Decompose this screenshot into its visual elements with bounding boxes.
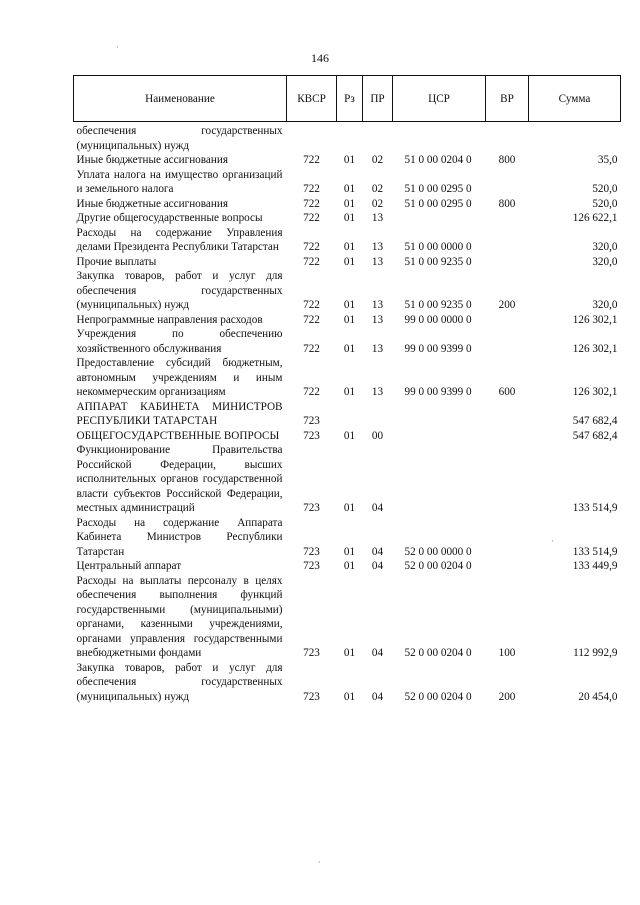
cell-kvsr: 723 xyxy=(303,690,320,703)
cell-csr: 52 0 00 0204 0 xyxy=(404,690,472,703)
budget-table xyxy=(73,75,621,704)
table-row xyxy=(74,516,621,560)
table-row xyxy=(74,313,621,328)
cell-rz: 01 xyxy=(343,212,356,224)
cell-name: обеспечения государственных (муниципальных) нужд xyxy=(76,125,283,152)
scan-speck: · xyxy=(318,858,321,867)
cell-vr xyxy=(486,400,529,429)
cell-sum: 320,0 xyxy=(592,299,618,311)
cell-vr: 800 xyxy=(498,197,516,210)
cell-pr: 02 xyxy=(371,154,384,166)
cell-vr xyxy=(486,559,529,574)
header-rz: Рз xyxy=(337,76,363,122)
cell-sum: 20 454,0 xyxy=(578,690,618,703)
page-number: 146 xyxy=(311,51,329,65)
cell-name: Расходы на содержание Управления делами Президента Республики Татарстан xyxy=(76,226,283,253)
cell-pr: 13 xyxy=(371,212,384,224)
cell-name: Иные бюджетные ассигнования xyxy=(76,197,228,210)
cell-sum: 133 449,9 xyxy=(572,560,618,572)
cell-rz: 01 xyxy=(343,255,356,268)
cell-pr: 02 xyxy=(371,197,384,210)
cell-rz: 01 xyxy=(343,154,356,166)
cell-csr: 52 0 00 0204 0 xyxy=(404,560,472,572)
cell-csr: 51 0 00 0295 0 xyxy=(404,197,472,210)
header-name: Наименование xyxy=(74,76,287,122)
table-row xyxy=(74,661,621,705)
cell-rz: 01 xyxy=(343,197,356,210)
table-row xyxy=(74,122,621,154)
cell-sum: 126 302,1 xyxy=(572,342,618,355)
header-csr: ЦСР xyxy=(393,76,486,122)
header-row xyxy=(74,76,621,122)
cell-csr: 99 0 00 9399 0 xyxy=(404,342,472,355)
cell-name: Расходы на содержание Аппарата Кабинета Министров Республики Татарстан xyxy=(76,516,283,558)
header-sum: Сумма xyxy=(529,76,621,122)
table-row xyxy=(74,255,621,270)
cell-pr: 00 xyxy=(371,429,384,442)
cell-kvsr: 722 xyxy=(303,197,320,210)
cell-pr: 13 xyxy=(371,255,384,268)
cell-kvsr xyxy=(287,122,337,154)
header-vr: ВР xyxy=(486,76,529,122)
cell-rz: 01 xyxy=(343,429,356,442)
cell-sum: 547 682,4 xyxy=(572,415,618,427)
cell-rz: 01 xyxy=(343,545,356,558)
cell-vr xyxy=(486,226,529,255)
cell-vr: 600 xyxy=(498,386,516,398)
cell-name: Уплата налога на имущество организаций и земельного налога xyxy=(76,168,283,195)
scan-speck: · xyxy=(551,537,554,546)
cell-rz: 01 xyxy=(343,342,356,355)
cell-sum: 35,0 xyxy=(597,154,618,166)
cell-rz: 01 xyxy=(343,313,356,326)
cell-csr xyxy=(393,400,486,429)
cell-vr xyxy=(486,122,529,154)
cell-sum: 547 682,4 xyxy=(572,429,618,442)
cell-pr xyxy=(363,122,393,154)
cell-kvsr: 722 xyxy=(303,299,320,311)
cell-kvsr: 723 xyxy=(303,502,320,514)
cell-pr: 04 xyxy=(371,502,384,514)
cell-pr xyxy=(363,400,393,429)
cell-kvsr: 723 xyxy=(303,545,320,558)
cell-csr: 52 0 00 0204 0 xyxy=(404,647,472,659)
cell-name: Учреждения по обеспечению хозяйственного обслуживания xyxy=(76,328,283,355)
cell-sum: 126 302,1 xyxy=(572,386,618,398)
cell-rz: 01 xyxy=(343,241,356,253)
cell-name: Другие общегосударственные вопросы xyxy=(76,212,263,224)
table-row xyxy=(74,211,621,226)
cell-vr xyxy=(486,168,529,197)
cell-name: Непрограммные направления расходов xyxy=(76,313,263,326)
cell-vr xyxy=(486,443,529,516)
cell-pr: 04 xyxy=(371,545,384,558)
cell-vr xyxy=(486,313,529,328)
table-row xyxy=(74,400,621,429)
cell-csr: 51 0 00 0000 0 xyxy=(404,241,472,253)
table-row xyxy=(74,168,621,197)
cell-vr xyxy=(486,211,529,226)
cell-vr xyxy=(486,327,529,356)
cell-csr: 51 0 00 9235 0 xyxy=(404,299,472,311)
cell-vr: 100 xyxy=(498,647,516,659)
cell-sum: 126 622,1 xyxy=(572,212,618,224)
cell-vr: 200 xyxy=(498,690,516,703)
cell-csr xyxy=(393,429,486,444)
cell-name: Расходы на выплаты персоналу в целях обеспечения выполнения функций государственными (муниципальными) органами, казенными учреждениями, органами управления государственными внебюджетными фондами xyxy=(76,574,283,659)
cell-kvsr: 723 xyxy=(303,560,320,572)
cell-sum: 320,0 xyxy=(592,255,618,268)
scan-speck: · xyxy=(116,43,119,52)
cell-kvsr: 723 xyxy=(303,415,320,427)
cell-sum: 133 514,9 xyxy=(572,502,618,514)
cell-sum: 133 514,9 xyxy=(572,545,618,558)
cell-vr xyxy=(486,255,529,270)
cell-csr xyxy=(393,122,486,154)
cell-name: Предоставление субсидий бюджетным, автономным учреждениям и иным некоммерческим организациям xyxy=(76,357,283,398)
table-row xyxy=(74,327,621,356)
cell-csr: 51 0 00 0295 0 xyxy=(404,183,472,195)
table-header xyxy=(74,76,621,122)
cell-rz xyxy=(337,122,363,154)
table-body xyxy=(74,122,621,705)
cell-kvsr: 722 xyxy=(303,154,320,166)
cell-csr: 51 0 00 0204 0 xyxy=(404,154,472,166)
cell-vr: 800 xyxy=(498,154,516,166)
cell-kvsr: 722 xyxy=(303,313,320,326)
cell-kvsr: 723 xyxy=(303,647,320,659)
cell-rz: 01 xyxy=(343,690,356,703)
cell-rz: 01 xyxy=(343,386,356,398)
table-row xyxy=(74,443,621,516)
cell-name: Иные бюджетные ассигнования xyxy=(76,154,228,166)
cell-rz: 01 xyxy=(343,299,356,311)
table-row xyxy=(74,197,621,212)
cell-kvsr: 722 xyxy=(303,255,320,268)
table-row xyxy=(74,226,621,255)
cell-sum: 320,0 xyxy=(592,241,618,253)
cell-kvsr: 722 xyxy=(303,342,320,355)
cell-sum: 126 302,1 xyxy=(572,313,618,326)
cell-sum: 112 992,9 xyxy=(573,647,618,659)
header-kvsr: КВСР xyxy=(287,76,337,122)
cell-name: Функционирование Правительства Российской Федерации, высших исполнительных органов государственной власти субъектов Российской Федерации, местных администраций xyxy=(76,444,283,514)
cell-csr: 52 0 00 0000 0 xyxy=(404,545,472,558)
cell-rz: 01 xyxy=(343,502,356,514)
header-pr: ПР xyxy=(363,76,393,122)
cell-vr xyxy=(486,516,529,560)
cell-csr xyxy=(393,443,486,516)
cell-kvsr: 722 xyxy=(303,212,320,224)
cell-name: Закупка товаров, работ и услуг для обеспечения государственных (муниципальных) нужд xyxy=(76,661,283,703)
table-row xyxy=(74,559,621,574)
cell-rz: 01 xyxy=(343,560,356,572)
cell-csr: 99 0 00 9399 0 xyxy=(404,386,472,398)
cell-name: Центральный аппарат xyxy=(76,560,182,572)
cell-pr: 13 xyxy=(371,313,384,326)
cell-kvsr: 723 xyxy=(303,429,320,442)
cell-pr: 04 xyxy=(371,560,384,572)
cell-name: Прочие выплаты xyxy=(76,255,157,268)
cell-pr: 13 xyxy=(371,386,384,398)
cell-rz: 01 xyxy=(343,647,356,659)
cell-rz: 01 xyxy=(343,183,356,195)
cell-pr: 04 xyxy=(371,647,384,659)
cell-pr: 13 xyxy=(371,342,384,355)
cell-pr: 02 xyxy=(371,183,384,195)
table-row xyxy=(74,429,621,444)
cell-name: Закупка товаров, работ и услуг для обеспечения государственных (муниципальных) нужд xyxy=(76,270,283,311)
table-row xyxy=(74,269,621,313)
cell-vr xyxy=(486,429,529,444)
cell-sum xyxy=(529,122,621,154)
cell-pr: 04 xyxy=(371,690,384,703)
table-row xyxy=(74,153,621,168)
cell-kvsr: 722 xyxy=(303,183,320,195)
cell-pr: 13 xyxy=(371,299,384,311)
cell-rz xyxy=(337,400,363,429)
table-row xyxy=(74,356,621,400)
cell-vr: 200 xyxy=(498,299,516,311)
cell-name: АППАРАТ КАБИНЕТА МИНИСТРОВ РЕСПУБЛИКИ ТАТАРСТАН xyxy=(76,400,283,427)
cell-pr: 13 xyxy=(371,241,384,253)
cell-kvsr: 722 xyxy=(303,386,320,398)
cell-csr: 99 0 00 0000 0 xyxy=(404,313,472,326)
cell-kvsr: 722 xyxy=(303,241,320,253)
cell-csr: 51 0 00 9235 0 xyxy=(404,255,472,268)
cell-csr xyxy=(393,211,486,226)
table-row xyxy=(74,574,621,661)
cell-name: ОБЩЕГОСУДАРСТВЕННЫЕ ВОПРОСЫ xyxy=(76,429,280,442)
cell-sum: 520,0 xyxy=(592,183,618,195)
cell-sum: 520,0 xyxy=(592,197,618,210)
